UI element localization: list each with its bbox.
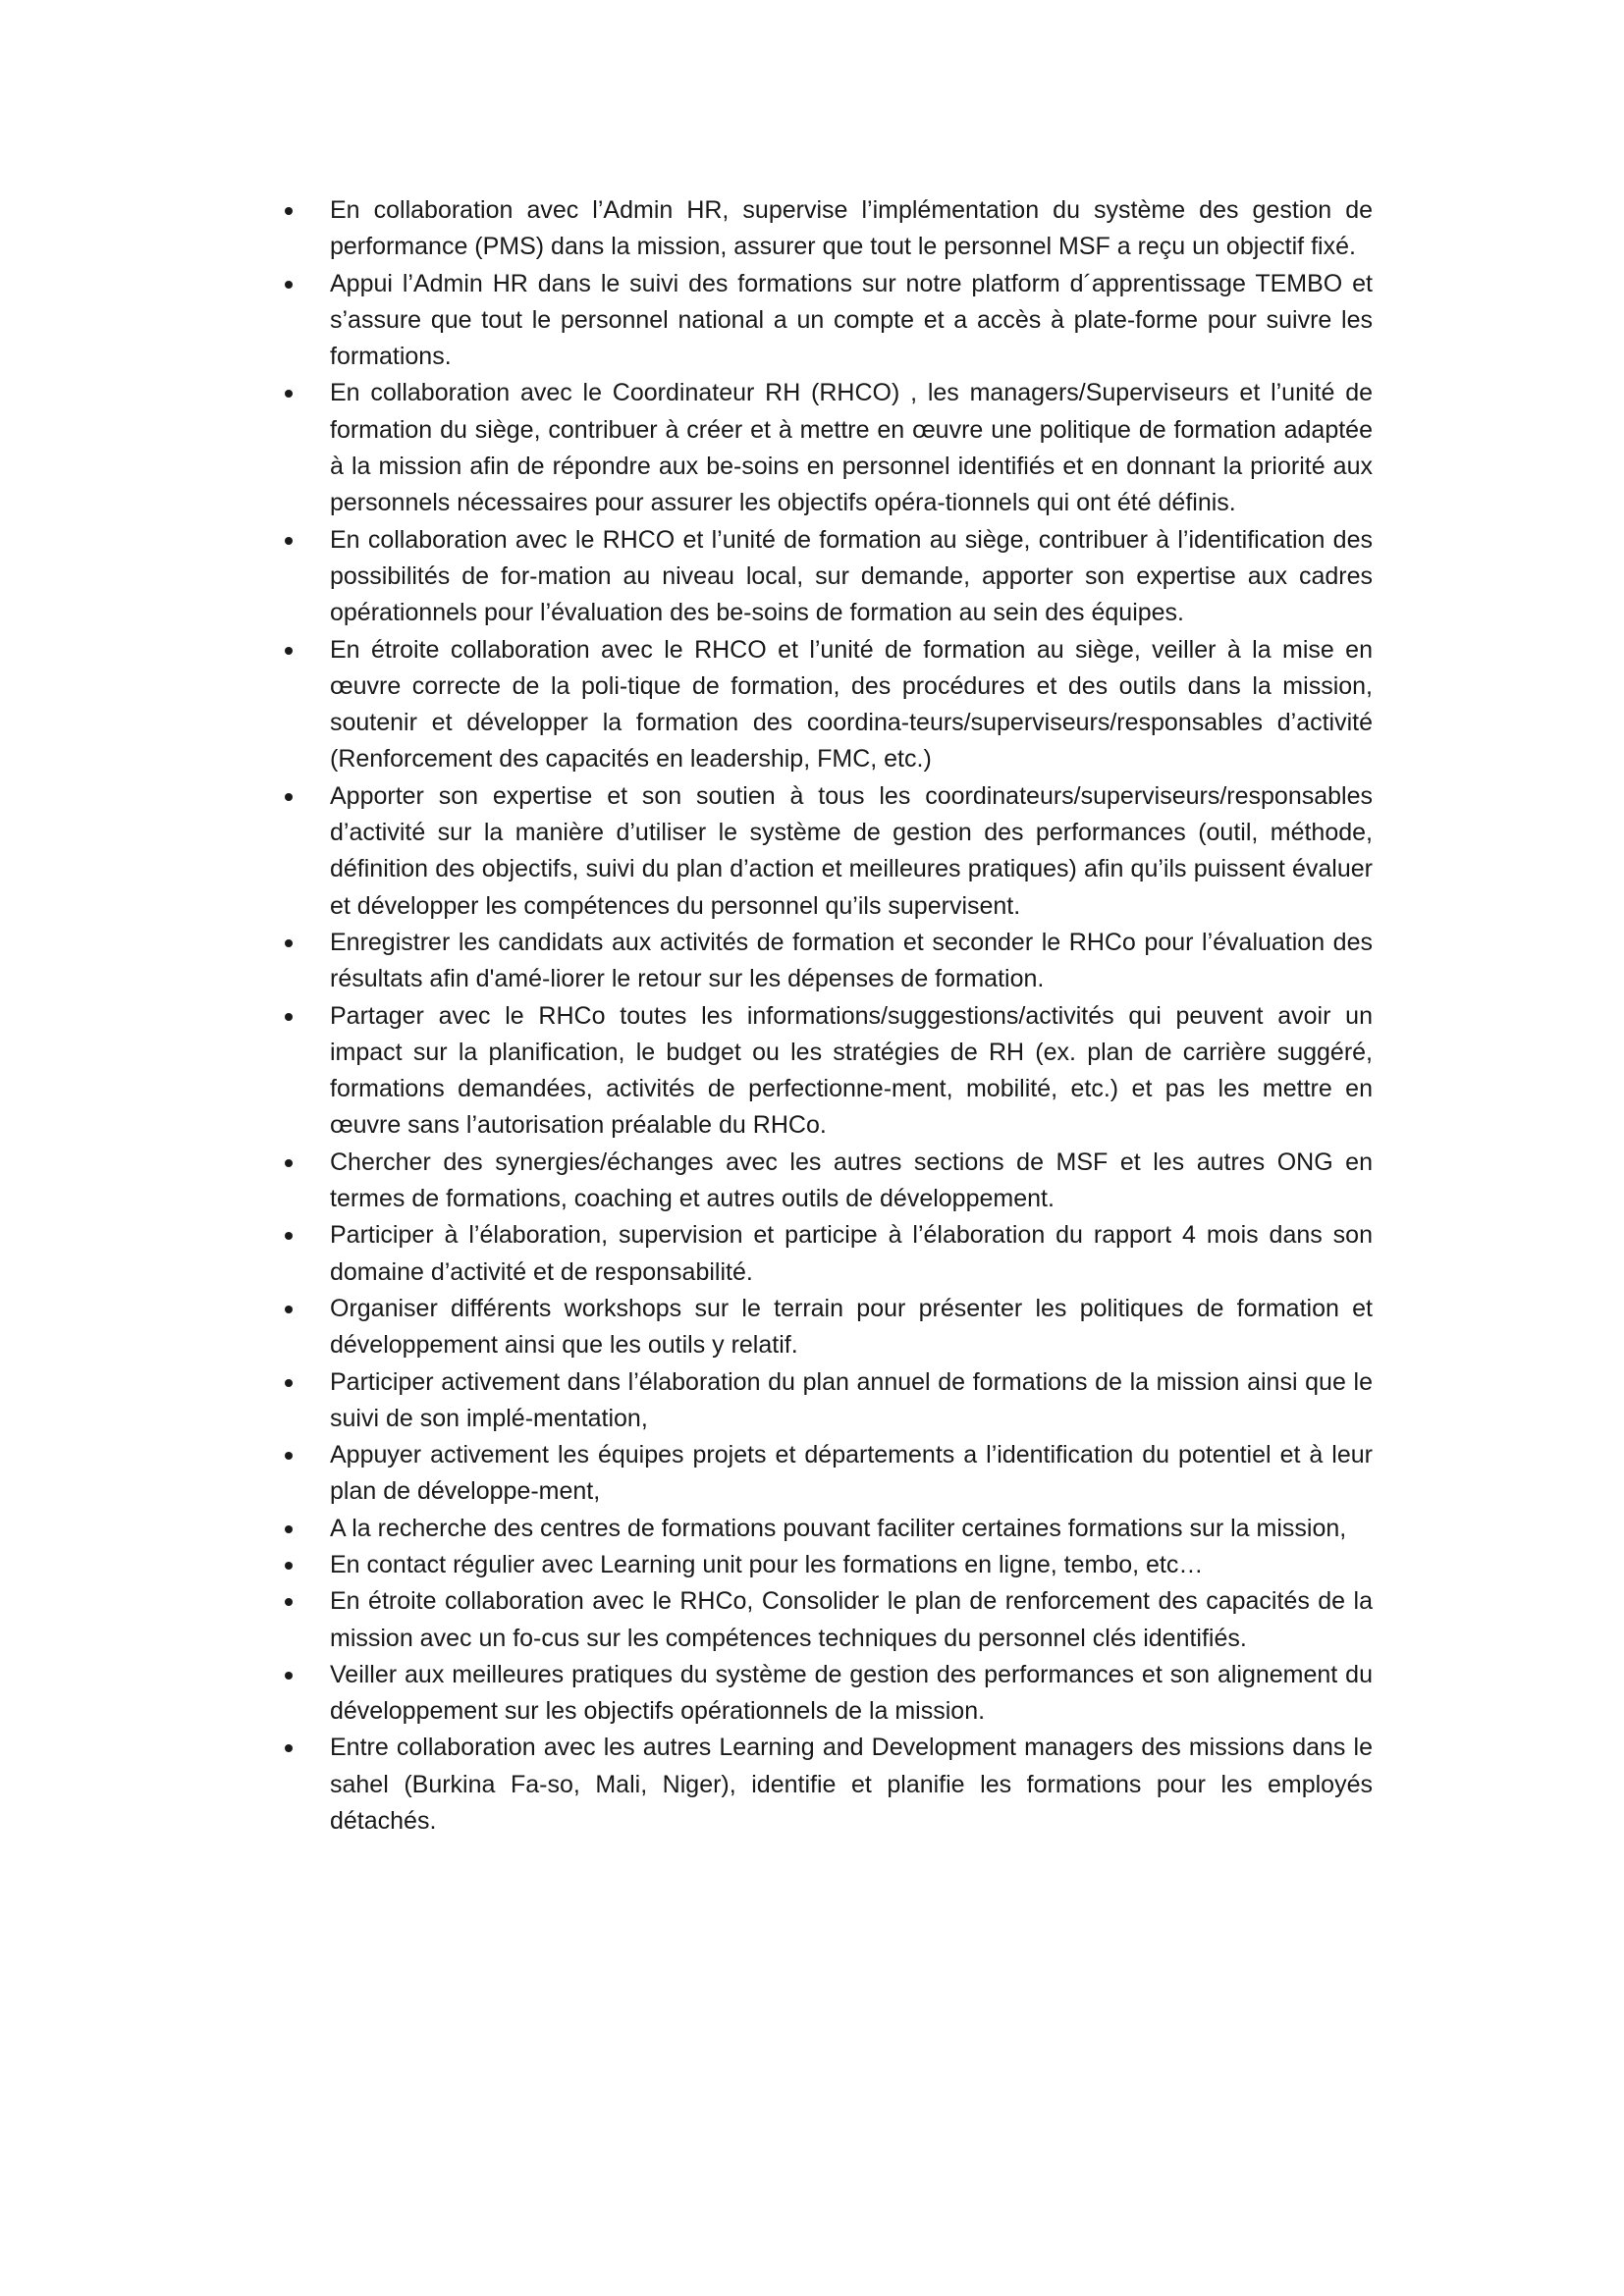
- bullet-icon: [285, 1452, 293, 1460]
- bullet-icon: [285, 207, 293, 215]
- list-item: [281, 375, 1373, 521]
- list-item-text: Participer à l’élaboration, supervision et participe à l’élaboration du rapport 4 mois dans son domaine d’activité et de responsabilité.: [330, 1221, 1373, 1286]
- list-item: [281, 192, 1373, 266]
- bullet-icon: [285, 1562, 293, 1570]
- list-item: [281, 925, 1373, 998]
- bullet-icon: [285, 1525, 293, 1533]
- list-item-text: En étroite collaboration avec le RHCo, Consolider le plan de renforcement des capacités de la mission avec un fo-cus sur les compétences techniques du personnel clés identifiés.: [330, 1587, 1373, 1652]
- list-item: [281, 1437, 1373, 1511]
- bullet-icon: [285, 793, 293, 801]
- list-item-text: Partager avec le RHCo toutes les informations/suggestions/activités qui peuvent avoir un impact sur la planification, le budget ou les stratégies de RH (ex. plan de carrière suggéré, formations demandées, activités de perfectionne-ment, mobilité, etc.) et pas les mettre en œuvre sans l’autorisation préalable du RHCo.: [330, 1001, 1373, 1140]
- list-item: [281, 1145, 1373, 1218]
- list-item: [281, 1364, 1373, 1438]
- list-item-text: A la recherche des centres de formations pouvant faciliter certaines formations sur la mission,: [330, 1514, 1347, 1542]
- bullet-icon: [285, 1306, 293, 1313]
- list-item: [281, 1291, 1373, 1364]
- bullet-icon: [285, 1159, 293, 1167]
- bullet-icon: [285, 939, 293, 947]
- bullet-icon: [285, 1744, 293, 1752]
- list-item-text: En étroite collaboration avec le RHCO et l’unité de formation au siège, veiller à la mise en œuvre correcte de la poli-tique de formation, des procédures et des outils dans la mission, soutenir et développer la formation des coordina-teurs/superviseurs/responsables d’activité (Renforcement des capacités en leadership, FMC, etc.): [330, 635, 1373, 774]
- bullet-icon: [285, 1013, 293, 1021]
- list-item: [281, 522, 1373, 632]
- list-item: [281, 1547, 1373, 1583]
- bullet-icon: [285, 281, 293, 289]
- list-item-text: Veiller aux meilleures pratiques du système de gestion des performances et son alignement du développement sur les objectifs opérationnels de la mission.: [330, 1660, 1373, 1726]
- list-item-text: Entre collaboration avec les autres Learning and Development managers des missions dans le sahel (Burkina Fa-so, Mali, Niger), identifie et planifie les formations pour les employés détachés.: [330, 1734, 1373, 1836]
- list-item-text: Appuyer activement les équipes projets et départements a l’identification du potentiel et à leur plan de développe-ment,: [330, 1441, 1373, 1506]
- list-item-text: En collaboration avec le RHCO et l’unité de formation au siège, contribuer à l’identification des possibilités de for-mation au niveau local, sur demande, apporter son expertise aux cadres opérationnels pour l’évaluation des be-soins de formation au sein des équipes.: [330, 525, 1373, 627]
- bullet-icon: [285, 1379, 293, 1387]
- bullet-icon: [285, 1672, 293, 1680]
- list-item-text: En collaboration avec le Coordinateur RH (RHCO) , les managers/Superviseurs et l’unité de formation du siège, contribuer à créer et à mettre en œuvre une politique de formation adaptée à la mission afin de répondre aux be-soins en personnel identifiés et en donnant la priorité aux personnels nécessaires pour assurer les objectifs opéra-tionnels qui ont été définis.: [330, 379, 1373, 517]
- list-item-text: Appui l’Admin HR dans le suivi des formations sur notre platform d´apprentissage TEMBO et s’assure que tout le personnel national a un compte et a accès à plate-forme pour suivre les formations.: [330, 269, 1373, 371]
- list-item: [281, 1511, 1373, 1547]
- list-item: [281, 1217, 1373, 1291]
- bullet-icon: [285, 537, 293, 545]
- list-item: [281, 1657, 1373, 1731]
- list-item-text: En contact régulier avec Learning unit pour les formations en ligne, tembo, etc…: [330, 1550, 1204, 1578]
- bullet-icon: [285, 390, 293, 398]
- list-item-text: Chercher des synergies/échanges avec les autres sections de MSF et les autres ONG en termes de formations, coaching et autres outils de développement.: [330, 1148, 1373, 1213]
- list-item: [281, 266, 1373, 376]
- list-item-text: Enregistrer les candidats aux activités de formation et seconder le RHCo pour l’évaluation des résultats afin d'amé-liorer le retour sur les dépenses de formation.: [330, 928, 1373, 993]
- bullet-icon: [285, 1232, 293, 1240]
- list-item: [281, 1583, 1373, 1657]
- responsibilities-list: [281, 192, 1373, 1840]
- list-item-text: Apporter son expertise et son soutien à tous les coordinateurs/superviseurs/responsables d’activité sur la manière d’utiliser le système de gestion des performances (outil, méthode, définition des objectifs, suivi du plan d’action et meilleures pratiques) afin qu’ils puissent évaluer et développer les compétences du personnel qu’ils supervisent.: [330, 781, 1373, 920]
- list-item-text: Organiser différents workshops sur le terrain pour présenter les politiques de formation et développement ainsi que les outils y relatif.: [330, 1294, 1373, 1360]
- list-item-text: En collaboration avec l’Admin HR, supervise l’implémentation du système des gestion de performance (PMS) dans la mission, assurer que tout le personnel MSF a reçu un objectif fixé.: [330, 196, 1373, 261]
- list-item-text: Participer activement dans l’élaboration du plan annuel de formations de la mission ainsi que le suivi de son implé-mentation,: [330, 1367, 1373, 1432]
- list-item: [281, 778, 1373, 925]
- list-item: [281, 998, 1373, 1145]
- bullet-icon: [285, 1598, 293, 1606]
- list-item: [281, 632, 1373, 778]
- bullet-icon: [285, 647, 293, 655]
- list-item: [281, 1730, 1373, 1840]
